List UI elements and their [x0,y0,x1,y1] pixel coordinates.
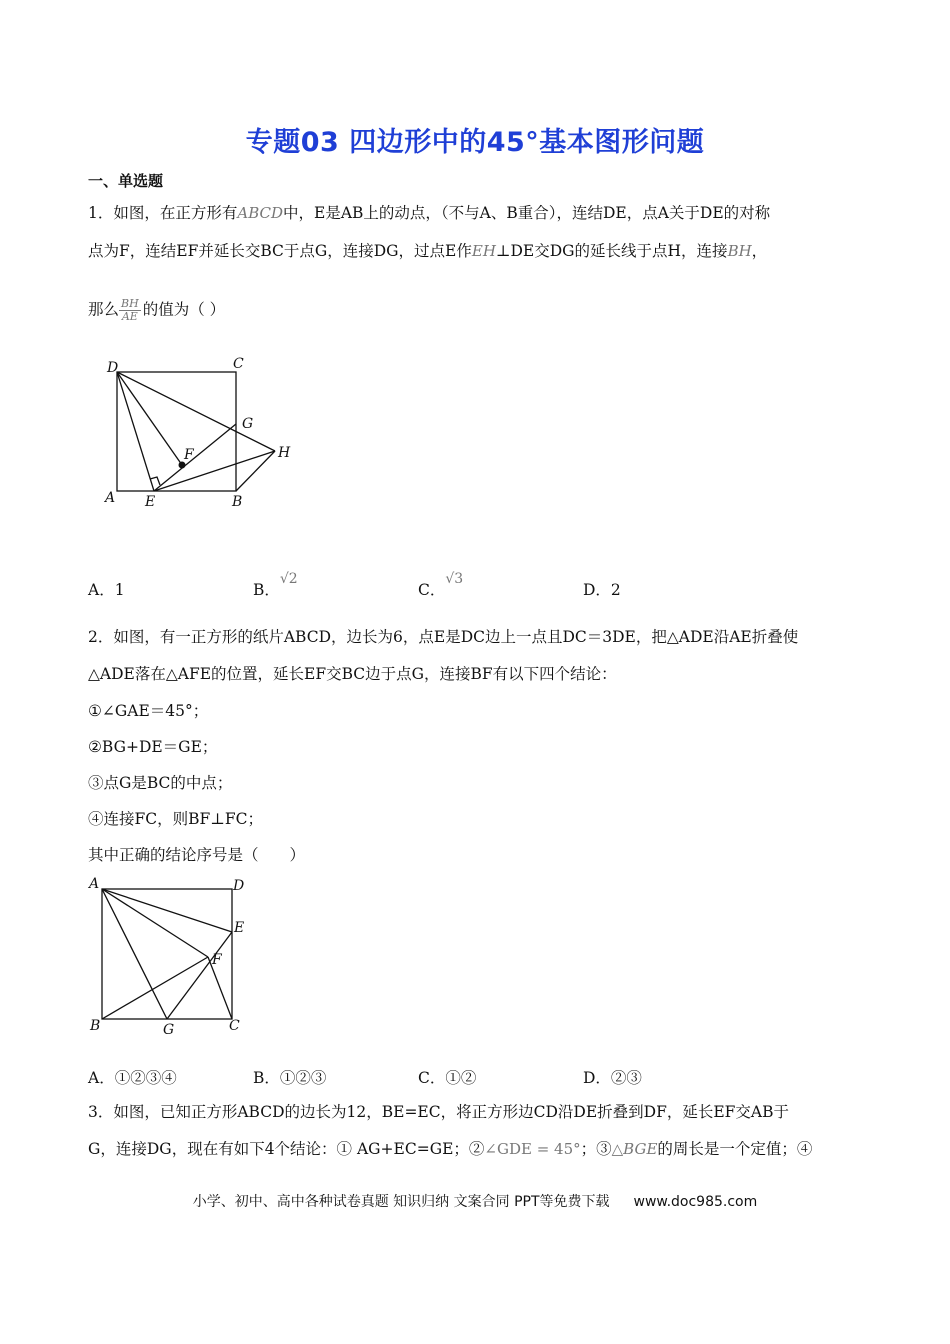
q1-text: 那么 [88,300,120,319]
footer-url[interactable]: www.doc985.com [633,1194,758,1210]
q2-conclusion-1: ①∠GAE＝45°； [88,702,209,720]
q1-option-c[interactable] [418,571,464,600]
sqrt-2-value: √2 [279,571,298,587]
q2-label-e: E [234,920,245,936]
q3-math-angle: ∠GDE = 45° [484,1140,581,1158]
q2-label-f: F [212,952,222,968]
q1-math-bh: BH [727,242,752,260]
q3-text: 的周长是一个定值；④ [657,1140,813,1158]
q1-line-de [117,372,154,491]
q2-question: 其中正确的结论序号是（ ） [88,846,306,864]
q1-option-b[interactable] [253,571,298,600]
option-label: C． [418,581,446,599]
q1-label-a: A [105,490,116,506]
q1-option-a[interactable] [88,578,125,600]
q1-text: 点为F，连结EF并延长交BC于点G，连接DG，过点E作 [88,242,472,260]
footer-text: 小学、初中、高中各种试卷真题 知识归纳 文案合同 PPT等免费下载 [192,1194,610,1210]
fraction-denominator: AE [121,310,138,323]
q3-line-2 [88,1139,812,1159]
q1-line-dh [117,372,275,451]
q2-line-ae [102,889,232,932]
q3-text: G，连接DG，现在有如下4个结论：① AG+EC=GE；② [88,1140,485,1158]
q1-figure [100,350,310,515]
q1-label-e: E [145,494,156,510]
q1-math-abcd: ABCD [237,204,284,222]
q1-line-df [117,372,182,465]
q2-label-g: G [163,1022,175,1037]
q2-conclusion-3: ③点G是BC的中点； [88,774,233,792]
q3-math-triangle: △BGE [611,1140,658,1158]
q2-conclusion-2: ②BG+DE＝GE； [88,738,218,756]
q1-text: ⊥DE交DG的延长线于点H，连接 [495,242,728,260]
q2-line-1: 2．如图，有一正方形的纸片ABCD，边长为6，点E是DC边上一点且DC＝3DE，把△ADE沿AE折叠使 [88,628,799,646]
q1-line-eh [154,451,275,491]
q1-label-g: G [242,416,254,432]
q2-line-2: △ADE落在△AFE的位置，延长EF交BC边于点G，连接BF有以下四个结论： [88,665,617,683]
q1-line-eg [154,424,236,491]
page-title: 专题03 四边形中的45°基本图形问题 [245,127,705,158]
section-heading: 一、单选题 [88,172,164,190]
q2-figure [86,872,256,1037]
q1-text: 的值为（ ） [142,300,226,319]
q1-option-d[interactable] [583,578,621,600]
q1-label-f: F [184,447,194,463]
q2-option-a[interactable]: A．①②③④ [88,1069,177,1087]
q1-fraction [119,298,141,323]
fraction-numerator: BH [121,297,139,310]
option-label: A．1 [88,581,125,599]
q2-label-b: B [90,1018,101,1034]
q2-line-bf [102,957,208,1019]
q2-option-d[interactable]: D．②③ [583,1069,642,1087]
q2-label-c: C [229,1018,240,1034]
sqrt-3-value: √3 [445,571,464,587]
q1-math-eh: EH [471,242,496,260]
q3-line-1: 3．如图，已知正方形ABCD的边长为12，BE=EC，将正方形边CD沿DE折叠到DF，延长EF交AB于 [88,1103,789,1121]
q1-text: 中，E是AB上的动点，（不与A、B重合），连结DE，点A关于DE的对称 [283,204,771,222]
q2-option-c[interactable]: C．①② [418,1069,477,1087]
q1-line-1 [88,203,770,223]
q2-line-af [102,889,208,957]
q1-text: 1．如图，在正方形有 [88,204,238,222]
q3-text: ；③ [580,1140,612,1158]
q2-conclusion-4: ④连接FC，则BF⊥FC； [88,810,263,828]
q1-line-3 [88,298,225,323]
q1-label-b: B [232,494,243,510]
footer [0,1191,950,1211]
q1-label-d: D [107,360,119,376]
q1-label-h: H [278,445,291,461]
q1-line-2 [88,241,767,261]
option-label: B． [253,581,280,599]
option-label: D．2 [583,581,621,599]
q2-label-a: A [89,876,100,892]
q2-option-b[interactable]: B．①②③ [253,1069,327,1087]
q1-label-c: C [233,356,244,372]
q2-label-d: D [233,878,245,894]
q1-text: ， [751,242,768,260]
